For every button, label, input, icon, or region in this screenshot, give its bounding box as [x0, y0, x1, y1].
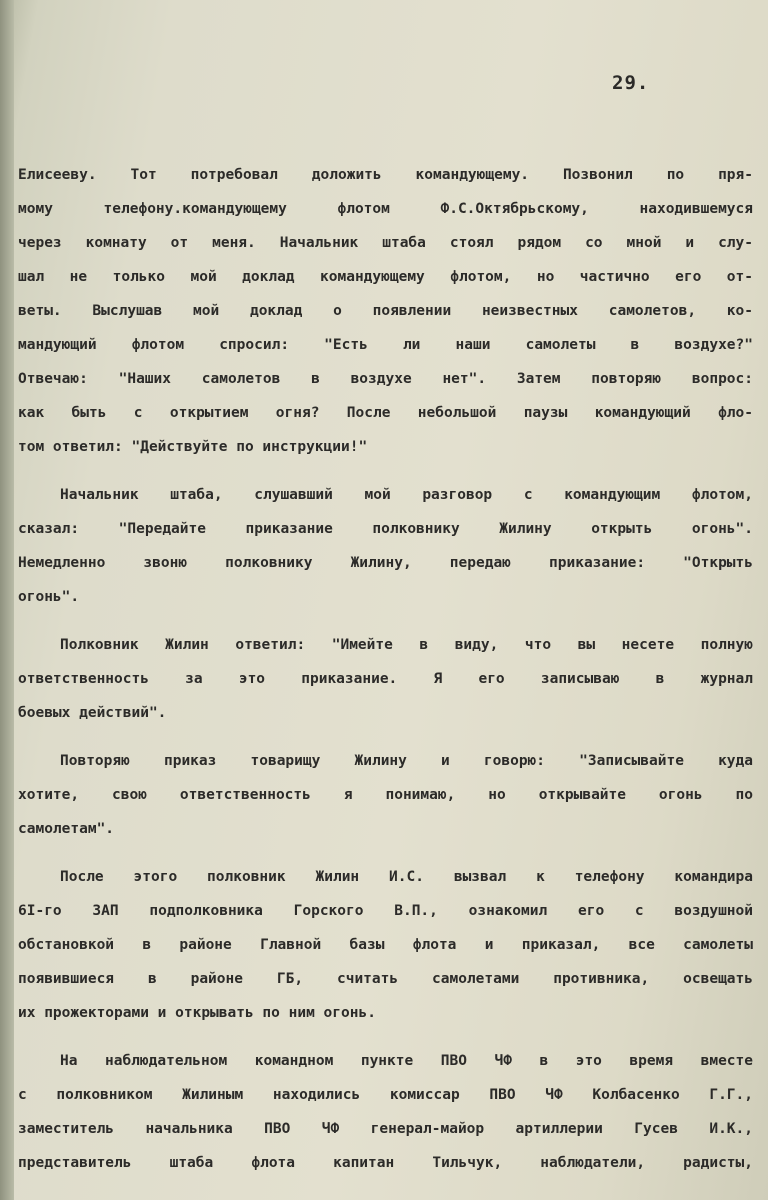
text-line: заместитель начальника ПВО ЧФ генерал-майор артиллерии Гусев И.К.,: [18, 1121, 753, 1137]
text-line: Елисееву. Тот потребовал доложить командующему. Позвонил по пря-: [18, 167, 753, 183]
text-line: через комнату от меня. Начальник штаба стоял рядом со мной и слу-: [18, 235, 753, 251]
text-line: хотите, свою ответственность я понимаю, но открывайте огонь по: [18, 787, 753, 803]
paragraph-6: [18, 1044, 753, 1180]
text-line: ответственность за это приказание. Я его записываю в журнал: [18, 671, 753, 687]
paragraph-3: [18, 628, 753, 730]
text-line: Немедленно звоню полковнику Жилину, передаю приказание: "Открыть: [18, 555, 753, 571]
paragraph-1: [18, 158, 753, 464]
text-line: обстановкой в районе Главной базы флота и приказал, все самолеты: [18, 937, 753, 953]
text-line: появившиеся в районе ГБ, считать самолетами противника, освещать: [18, 971, 753, 987]
page-binding-edge: [0, 0, 14, 1200]
text-line: Отвечаю: "Наших самолетов в воздухе нет". Затем повторяю вопрос:: [18, 371, 753, 387]
text-line: Повторяю приказ товарищу Жилину и говорю: "Записывайте куда: [60, 753, 753, 769]
text-line: веты. Выслушав мой доклад о появлении неизвестных самолетов, ко-: [18, 303, 753, 319]
text-line: огонь".: [18, 589, 80, 605]
paragraph-5: [18, 860, 753, 1030]
text-line: как быть с открытием огня? После небольшой паузы командующий фло-: [18, 405, 753, 421]
text-line: самолетам".: [18, 821, 115, 837]
text-line: их прожекторами и открывать по ним огонь.: [18, 1005, 376, 1021]
paragraph-4: [18, 744, 753, 846]
text-line: боевых действий".: [18, 705, 167, 721]
text-line: шал не только мой доклад командующему флотом, но частично его от-: [18, 269, 753, 285]
text-line: том ответил: "Действуйте по инструкции!": [18, 439, 368, 455]
text-line: На наблюдательном командном пункте ПВО ЧФ в это время вместе: [60, 1053, 753, 1069]
text-line: сказал: "Передайте приказание полковнику Жилину открыть огонь".: [18, 521, 753, 537]
document-body: [18, 158, 753, 1180]
paragraph-2: [18, 478, 753, 614]
text-line: Полковник Жилин ответил: "Имейте в виду, что вы несете полную: [60, 637, 753, 653]
text-line: Начальник штаба, слушавший мой разговор с командующим флотом,: [60, 487, 753, 503]
text-line: мандующий флотом спросил: "Есть ли наши самолеты в воздухе?": [18, 337, 753, 353]
text-line: с полковником Жилиным находились комиссар ПВО ЧФ Колбасенко Г.Г.,: [18, 1087, 753, 1103]
text-line: После этого полковник Жилин И.С. вызвал к телефону командира: [60, 869, 753, 885]
text-line: мому телефону.командующему флотом Ф.С.Октябрьскому, находившемуся: [18, 201, 753, 217]
page-number: 29.: [612, 72, 650, 94]
text-line: представитель штаба флота капитан Тильчук, наблюдатели, радисты,: [18, 1155, 753, 1171]
text-line: 6I-го ЗАП подполковника Горского В.П., ознакомил его с воздушной: [18, 903, 753, 919]
